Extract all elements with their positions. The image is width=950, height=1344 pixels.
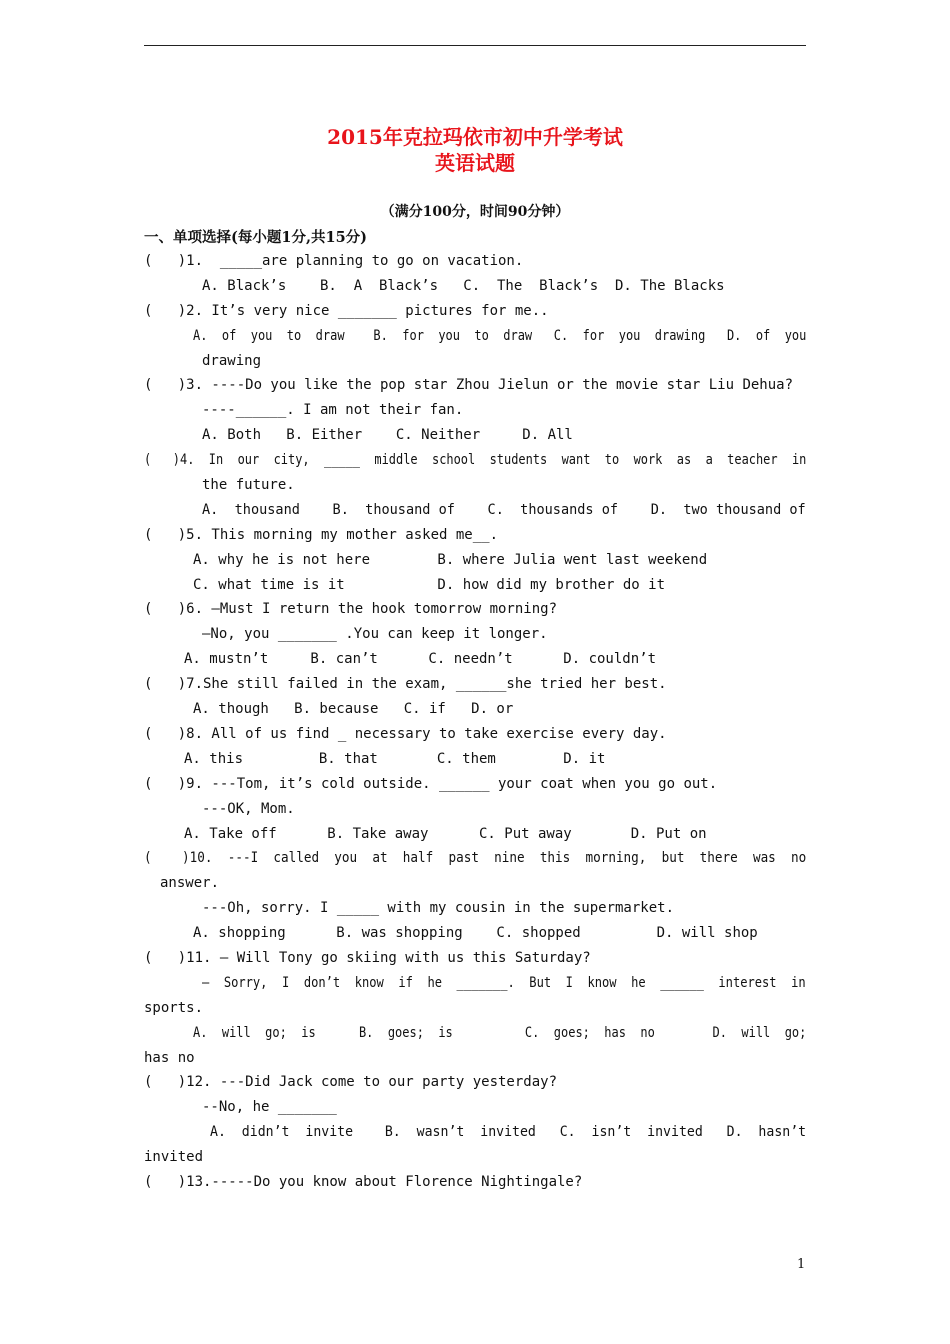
- question-line: ( )5. This morning my mother asked me__.: [144, 527, 499, 543]
- options-line: C. what time is it D. how did my brother do it: [193, 577, 666, 593]
- question-line: ( )2. It’s very nice _______ pictures for me..: [144, 303, 549, 319]
- options-line: A. shopping B. was shopping C. shopped D. will shop: [193, 925, 758, 941]
- question-line: ( )11. — Will Tony go skiing with us this Saturday?: [144, 950, 591, 966]
- question-line: ( )8. All of us find _ necessary to take exercise every day.: [144, 726, 667, 742]
- question-line: the future.: [202, 477, 295, 493]
- options-line: drawing: [202, 353, 262, 369]
- question-line: ( )13.-----Do you know about Florence Nightingale?: [144, 1174, 583, 1190]
- section-heading: 一、单项选择(每小题1分,共15分): [144, 229, 368, 246]
- question-line: —No, you _______ .You can keep it longer.: [202, 626, 548, 642]
- question-line: ( )7.She still failed in the exam, ______she tried her best.: [144, 676, 667, 692]
- options-line: A. why he is not here B. where Julia went last weekend: [193, 552, 708, 568]
- exam-info: （满分100分，时间90分钟）: [380, 204, 570, 220]
- options-line: A. of you to draw B. for you to draw C. for you drawing D. of you: [193, 328, 807, 344]
- options-line: A. Both B. Either C. Neither D. All: [202, 427, 573, 443]
- question-line: ( )6. —Must I return the hook tomorrow morning?: [144, 601, 558, 617]
- question-line: — Sorry, I don’t know if he _______. But I know he ______ interest in: [202, 975, 806, 991]
- question-line: ---Oh, sorry. I _____ with my cousin in the supermarket.: [202, 900, 675, 916]
- page-number: 1: [797, 1257, 806, 1272]
- question-line: ( )9. ---Tom, it’s cold outside. ______ your coat when you go out.: [144, 776, 718, 792]
- options-line: A. thousand B. thousand of C. thousands of D. two thousand of: [202, 502, 806, 518]
- question-line: answer.: [160, 875, 220, 891]
- question-line: ( )4. In our city, _____ middle school students want to work as a teacher in: [144, 452, 807, 468]
- question-line: sports.: [144, 1000, 204, 1016]
- options-line: A. though B. because C. if D. or: [193, 701, 514, 717]
- options-line: invited: [144, 1149, 204, 1165]
- options-line: A. Black’s B. A Black’s C. The Black’s D. The Blacks: [202, 278, 725, 294]
- options-line: has no: [144, 1050, 195, 1066]
- options-line: A. didn’t invite B. wasn’t invited C. isn’t invited D. hasn’t: [210, 1124, 807, 1140]
- options-line: A. this B. that C. them D. it: [184, 751, 606, 767]
- exam-title: 2015年克拉玛依市初中升学考试: [327, 125, 623, 149]
- options-line: A. will go; is B. goes; is C. goes; has no D. will go;: [193, 1025, 807, 1041]
- exam-subject: 英语试题: [435, 151, 515, 175]
- question-line: ---OK, Mom.: [202, 801, 295, 817]
- question-line: --No, he _______: [202, 1099, 337, 1115]
- question-line: ( )1. _____are planning to go on vacation.: [144, 253, 524, 269]
- question-line: ----______. I am not their fan.: [202, 402, 464, 418]
- question-line: ( )3. ----Do you like the pop star Zhou Jielun or the movie star Liu Dehua?: [144, 377, 794, 393]
- options-line: A. Take off B. Take away C. Put away D. Put on: [184, 826, 707, 842]
- options-line: A. mustn’t B. can’t C. needn’t D. couldn’t: [184, 651, 657, 667]
- question-line: ( )10. ---I called you at half past nine this morning, but there was no: [144, 850, 807, 866]
- header-rule: [144, 45, 806, 46]
- question-line: ( )12. ---Did Jack come to our party yesterday?: [144, 1074, 558, 1090]
